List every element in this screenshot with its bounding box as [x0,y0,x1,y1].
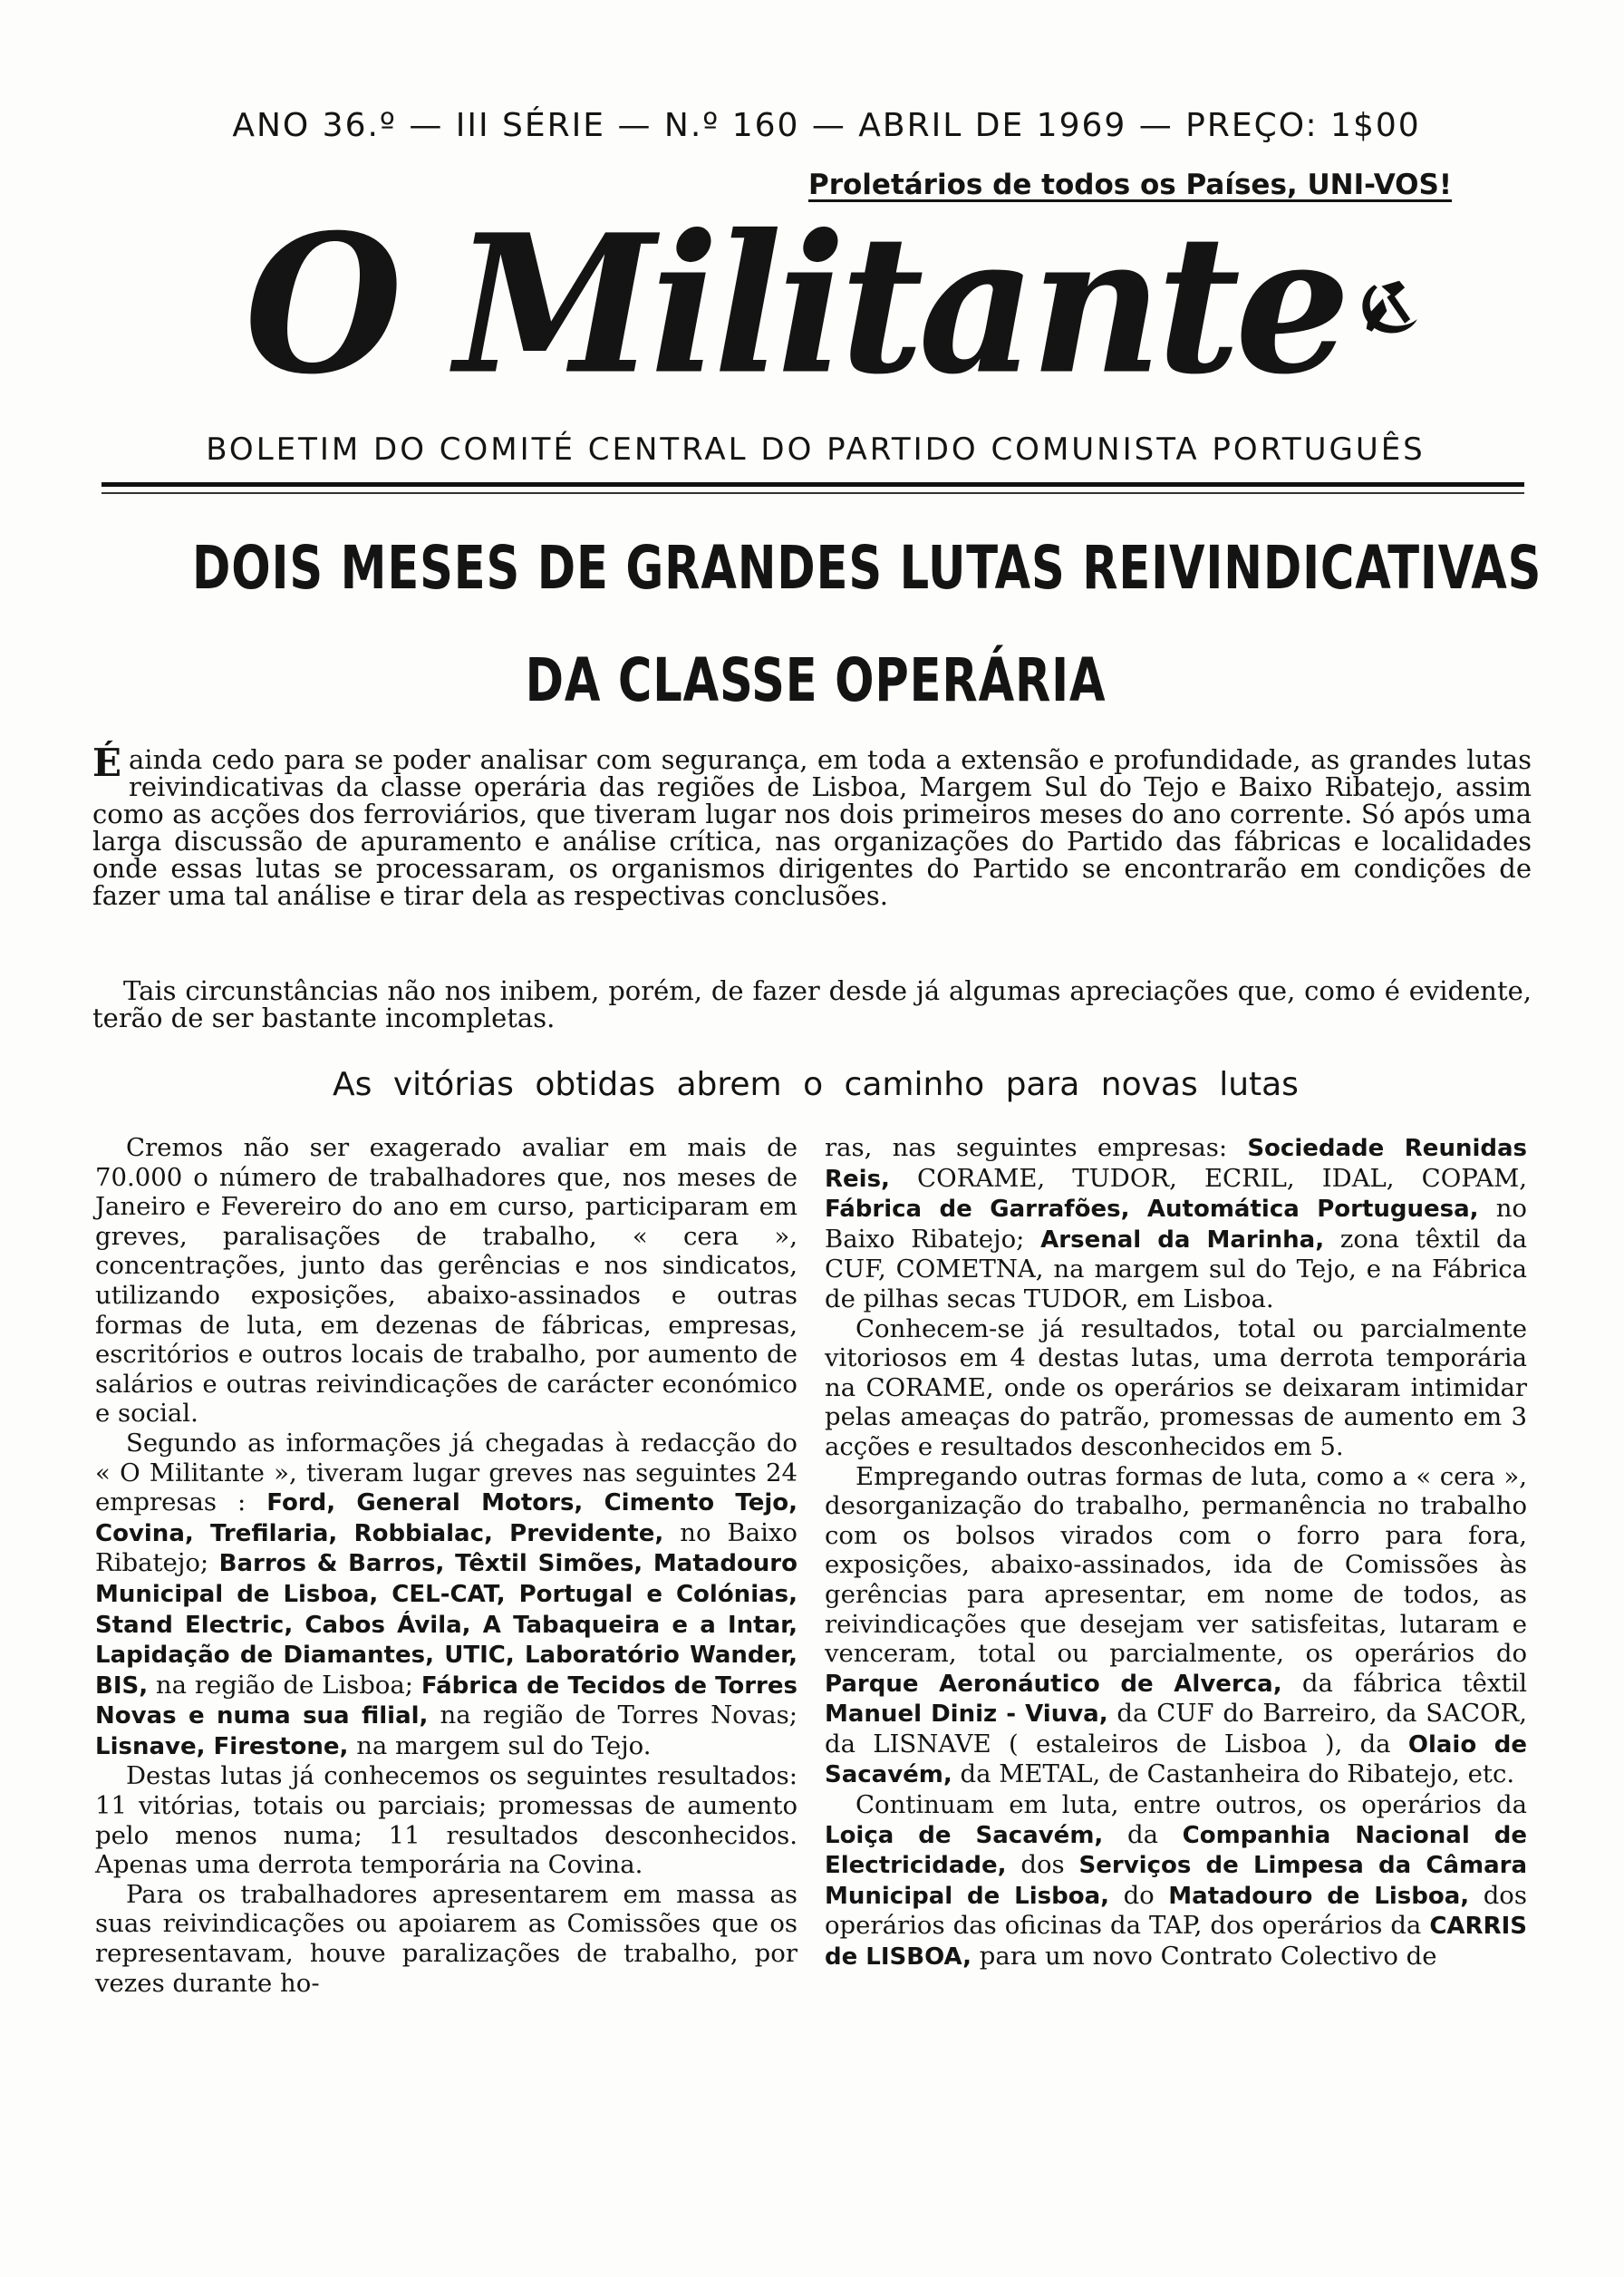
text-run: na região de Torres Novas; [440,1700,798,1730]
company-list: Companhia Nacional de Electricidade, [825,1821,1527,1880]
company-list: Matadouro de Lisboa, [1168,1882,1470,1910]
text-run: da [1126,1819,1158,1849]
text-run: para um novo Contrato Colectivo de [979,1942,1437,1972]
lead-paragraph-2-text: Tais circunstâncias não nos inibem, porém, de fazer desde já algumas apreciações que, como é evidente, terão de ser bastante incompletas. [92,975,1532,1033]
issue-info-line: ANO 36.º — III SÉRIE — N.º 160 — ABRIL DE 1969 — PREÇO: 1$00 [232,107,1421,144]
lead-paragraph-1 [92,741,1532,911]
company-list: Serviços de Limpesa da Câmara Municipal de Lisboa, [825,1852,1527,1910]
left-paragraph-4: Para os trabalhadores apresentarem em massa as suas reivindicações ou apoiarem as Comissões que os representavam, houve paralizações de trabalho, por vezes durante ho- [95,1879,798,1998]
left-paragraph-3: Destas lutas já conhecemos os seguintes resultados: 11 vitórias, totais ou parciais; promessas de aumento pelo menos numa; 11 resultados desconhecidos. Apenas uma derrota temporária na Covina. [95,1761,798,1880]
text-run: do [1123,1880,1155,1910]
company-list: Loiça de Sacavém, [825,1821,1104,1849]
header-rule-thick [102,482,1524,487]
header-rule-thin [102,492,1524,494]
company-list: Sociedade Reunidas Reis, [825,1135,1528,1193]
text-run: CORAME, TUDOR, ECRIL, IDAL, COPAM, [917,1163,1527,1193]
text-run: da CUF do Barreiro, da SACOR, da LISNAVE ( estaleiros de Lisboa ), da [825,1699,1528,1759]
right-paragraph-1 [825,1133,1527,1314]
newspaper-title: O Militante [245,193,1346,417]
right-paragraph-2: Conhecem-se já resultados, total ou parcialmente vitoriosos em 4 destas lutas, uma derrota temporária na CORAME, onde os operários se deixaram intimidar pelas ameaças do patrão, promessas de aumento em 3 acções e resultados desconhecidos em 5. [825,1313,1527,1461]
text-run: dos [1020,1850,1065,1880]
company-list: Fábrica de Tecidos de Torres Novas e numa sua filial, [95,1671,798,1730]
masthead-logo [245,193,1423,417]
company-list: Manuel Diniz - Viuva, [825,1700,1108,1729]
company-list: Arsenal da Marinha, [1040,1226,1325,1254]
lead-paragraph-2 [92,977,1532,1032]
company-list: Parque Aeronáutico de Alverca, [825,1670,1282,1698]
newspaper-subtitle: BOLETIM DO COMITÉ CENTRAL DO PARTIDO COMUNISTA PORTUGUÊS [206,431,1426,468]
text-run: na região de Lisboa; [155,1670,414,1700]
drop-cap: É [92,741,122,785]
text-run: Empregando outras formas de luta, como a « cera », desorganização do trabalho, permanência no trabalho com os bolsos virados com o forro para fora, exposições, abaixo-assinados, ida de Comissões às gerências para apresentar, em nome de todos, as reivindicações que desejam ver satisfeitas, lutaram e venceram, total ou parcialmente, os operários do [825,1461,1527,1669]
lead-paragraph-1-text: ainda cedo para se poder analisar com segurança, em toda a extensão e profundidade, as grandes lutas reivindicativas da classe operária das regiões de Lisboa, Margem Sul do Tejo e Baixo Ribatejo, assim como as acções dos ferroviários, que tiveram lugar nos dois primeiros meses do ano corrente. Só após uma larga discussão de apuramento e análise crítica, nas organizações do Partido das fábricas e localidades onde essas lutas se processaram, os organismos dirigentes do Partido se encontrarão em condições de fazer uma tal análise e tirar dela as respectivas conclusões. [92,744,1532,911]
company-list: Barros & Barros, Têxtil Simões, Matadouro Municipal de Lisboa, CEL-CAT, Portugal e Colónias, Stand Electric, Cabos Ávila, A Tabaqueira e a Intar, Lapidação de Diamantes, UTIC, Laboratório Wander, BIS, [95,1550,798,1700]
hammer-and-sickle-icon [1354,228,1423,383]
right-paragraph-4 [825,1790,1527,1972]
text-run: zona têxtil da CUF, COMETNA, na margem sul do Tejo, e na Fábrica de pilhas secas TUDOR, em Lisboa. [825,1224,1528,1313]
text-run: Segundo as informações já chegadas à redacção do « O Militante », tiveram lugar greves nas seguintes 24 empresas : [95,1428,798,1517]
text-run: no Baixo Ribatejo; [95,1517,798,1578]
section-title: As vitórias obtidas abrem o caminho para novas lutas [333,1066,1299,1103]
company-list: Olaio de Sacavém, [825,1730,1527,1789]
text-run: dos operários das oficinas da TAP, dos operários da [825,1880,1527,1941]
text-run: na margem sul do Tejo. [356,1730,652,1760]
company-list: CARRIS de LISBOA, [825,1913,1527,1972]
slogan: Proletários de todos os Países, UNI-VOS! [807,169,1452,201]
text-run: Continuam em luta, entre outros, os operários da [856,1790,1527,1820]
headline-line-2: DA CLASSE OPERÁRIA [525,645,1107,715]
article-column-left [95,1133,798,1998]
text-run: ras, nas seguintes empresas: [825,1133,1228,1162]
text-run: da fábrica têxtil [1301,1668,1527,1698]
company-list: Ford, General Motors, Cimento Tejo, Covina, Trefilaria, Robbialac, Previdente, [95,1489,798,1547]
company-list: Lisnave, Firestone, [95,1732,349,1760]
company-list: Fábrica de Garrafões, Automática Portuguesa, [825,1196,1479,1224]
left-paragraph-2 [95,1429,798,1762]
left-paragraph-1: Cremos não ser exagerado avaliar em mais de 70.000 o número de trabalhadores que, nos meses de Janeiro e Fevereiro do ano em curso, participaram em greves, paralisações de trabalho, « cera », concentrações, junto das gerências e nos sindicatos, utilizando exposições, abaixo-assinados e outras formas de luta, em dezenas de fábricas, empresas, escritórios e outros locais de trabalho, por aumento de salários e outras reivindicações de carácter económico e social. [95,1133,798,1429]
text-run: da METAL, de Castanheira do Ribatejo, etc. [960,1759,1515,1789]
right-paragraph-3 [825,1462,1527,1791]
text-run: no Baixo Ribatejo; [825,1194,1527,1254]
article-column-right [825,1133,1527,1972]
headline-line-1: DOIS MESES DE GRANDES LUTAS REIVINDICATIVAS [192,533,1542,603]
